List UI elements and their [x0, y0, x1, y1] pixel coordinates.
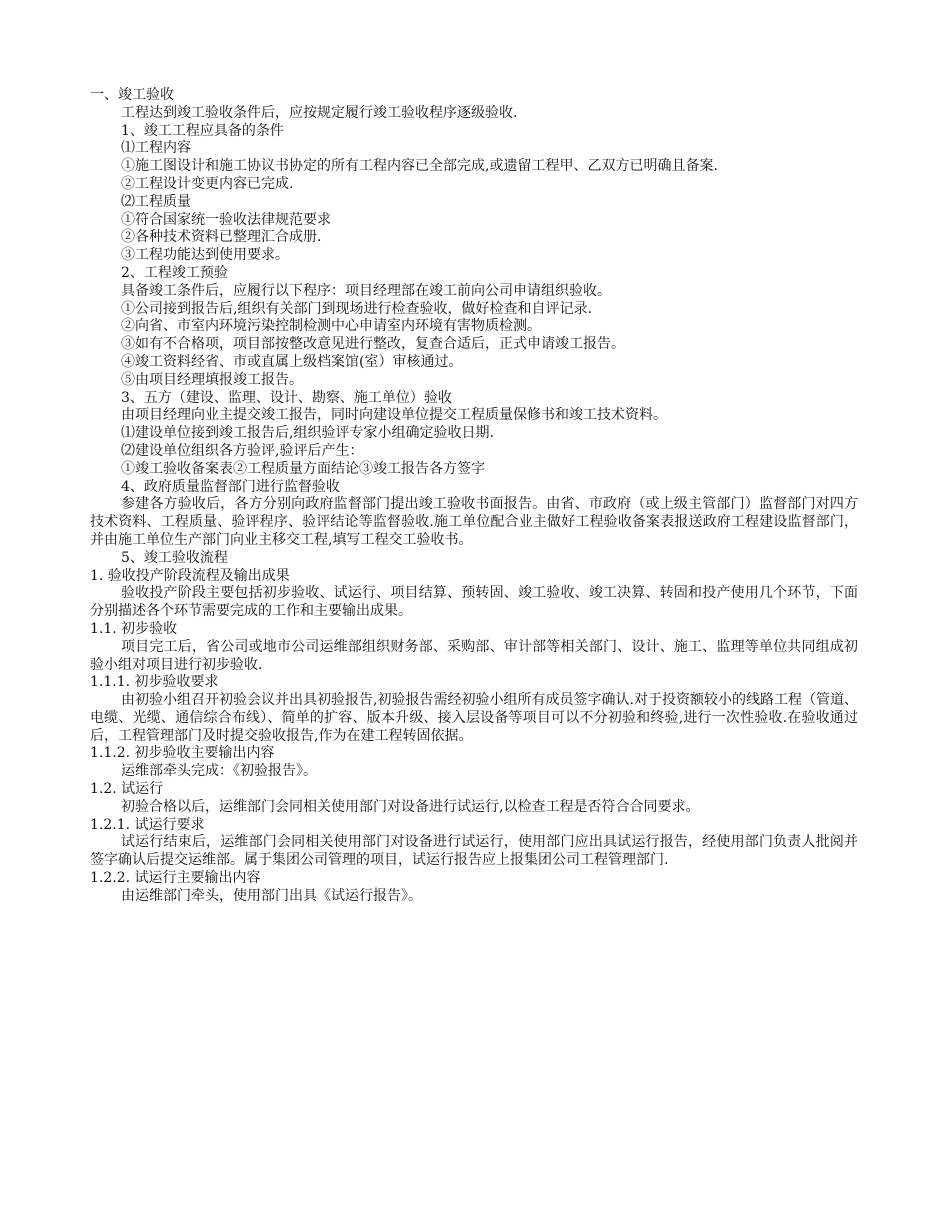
subheading-government: 4、政府质量监督部门进行监督验收	[121, 478, 340, 495]
paragraph: 试运行结束后，运维部门会同相关使用部门对设备进行试运行，使用部门应出具试运行报告，经使用部门负责人批阅并签字确认后提交运维部。属于集团公司管理的项目，试运行报告应上报集团公司工程管理部门.	[90, 834, 858, 869]
list-item: ①公司接到报告后,组织有关部门到现场进行检查验收，做好检查和自评记录.	[121, 300, 592, 317]
list-item: ③如有不合格项，项目部按整改意见进行整改，复查合适后，正式申请竣工报告。	[121, 336, 625, 353]
paragraph: 具备竣工条件后，应履行以下程序：项目经理部在竣工前向公司申请组织验收。	[121, 282, 611, 299]
paragraph: 由初验小组召开初验会议并出具初验报告,初验报告需经初验小组所有成员签字确认.对于投资额较小的线路工程（管道、电缆、光缆、通信综合布线）、简单的扩容、版本升级、接入层设备等项目可以不分初验和终验,进行一次性验收.在验收通过后，工程管理部门及时提交验收报告,作为在建工程转固依据。	[90, 692, 858, 744]
list-item: ②各种技术资料已整理汇合成册.	[121, 229, 322, 246]
section-heading-1-2-2: 1.2.2. 试运行主要输出内容	[90, 870, 261, 887]
list-heading: ⑵工程质量	[121, 193, 191, 210]
section-heading-1-2: 1.2. 试运行	[90, 781, 164, 798]
paragraph: 初验合格以后，运维部门会同相关使用部门对设备进行试运行,以检查工程是否符合合同要求。	[121, 798, 700, 815]
section-heading-1-2-1: 1.2.1. 试运行要求	[90, 816, 205, 833]
document-body	[90, 87, 858, 906]
subheading-process: 5、竣工验收流程	[121, 549, 228, 566]
paragraph: 工程达到竣工验收条件后，应按规定履行竣工验收程序逐级验收.	[121, 104, 518, 121]
list-item: ⑤由项目经理填报竣工报告。	[121, 371, 303, 388]
section-heading-1-1: 1.1. 初步验收	[90, 620, 178, 637]
paragraph: 参建各方验收后，各方分别向政府监督部门提出竣工验收书面报告。由省、市政府（或上级主管部门）监督部门对四方技术资料、工程质量、验评程序、验评结论等监督验收.施工单位配合业主做好工程验收备案表报送政府工程建设监督部门，并由施工单位生产部门向业主移交工程,填写工程交工验收书。	[90, 496, 858, 548]
list-heading: ⑴工程内容	[121, 140, 191, 157]
section-heading-1-1-1: 1.1.1. 初步验收要求	[90, 674, 219, 691]
subheading-conditions: 1、竣工工程应具备的条件	[121, 122, 284, 139]
section-heading-1-1-2: 1.1.2. 初步验收主要输出内容	[90, 745, 275, 762]
list-item: ②向省、市室内环境污染控制检测中心申请室内环境有害物质检测。	[121, 318, 541, 335]
section-heading-acceptance: 一、竣工验收	[90, 87, 174, 103]
subheading-five-party: 3、五方（建设、监理、设计、勘察、施工单位）验收	[121, 389, 452, 406]
list-item: ③工程功能达到使用要求。	[121, 247, 289, 264]
paragraph: 项目完工后，省公司或地市公司运维部组织财务部、采购部、审计部等相关部门、设计、施工、监理等单位共同组成初验小组对项目进行初步验收.	[90, 638, 858, 673]
section-heading-1: 1. 验收投产阶段流程及输出成果	[90, 567, 290, 584]
list-item: ④竣工资料经省、市或直属上级档案馆(室）审核通过。	[121, 353, 463, 370]
paragraph: 运维部牵头完成：《初验报告》。	[121, 763, 317, 780]
list-item: ⑴建设单位接到竣工报告后,组织验评专家小组确定验收日期.	[121, 425, 494, 442]
list-item: ①竣工验收备案表②工程质量方面结论③竣工报告各方签字	[121, 460, 485, 477]
subheading-pre-acceptance: 2、工程竣工预验	[121, 264, 228, 281]
paragraph: 由项目经理向业主提交竣工报告，同时向建设单位提交工程质量保修书和竣工技术资料。	[121, 407, 667, 424]
paragraph: 由运维部门牵头，使用部门出具《试运行报告》。	[121, 887, 422, 904]
paragraph: 验收投产阶段主要包括初步验收、试运行、项目结算、预转固、竣工验收、竣工决算、转固和投产使用几个环节，下面分别描述各个环节需要完成的工作和主要输出成果。	[90, 585, 858, 620]
list-item: ②工程设计变更内容已完成.	[121, 175, 294, 192]
list-item: ⑵建设单位组织各方验评,验评后产生：	[121, 442, 364, 459]
list-item: ①符合国家统一验收法律规范要求	[121, 211, 331, 228]
list-item: ①施工图设计和施工协议书协定的所有工程内容已全部完成,或遗留工程甲、乙双方已明确且备案.	[121, 158, 718, 175]
